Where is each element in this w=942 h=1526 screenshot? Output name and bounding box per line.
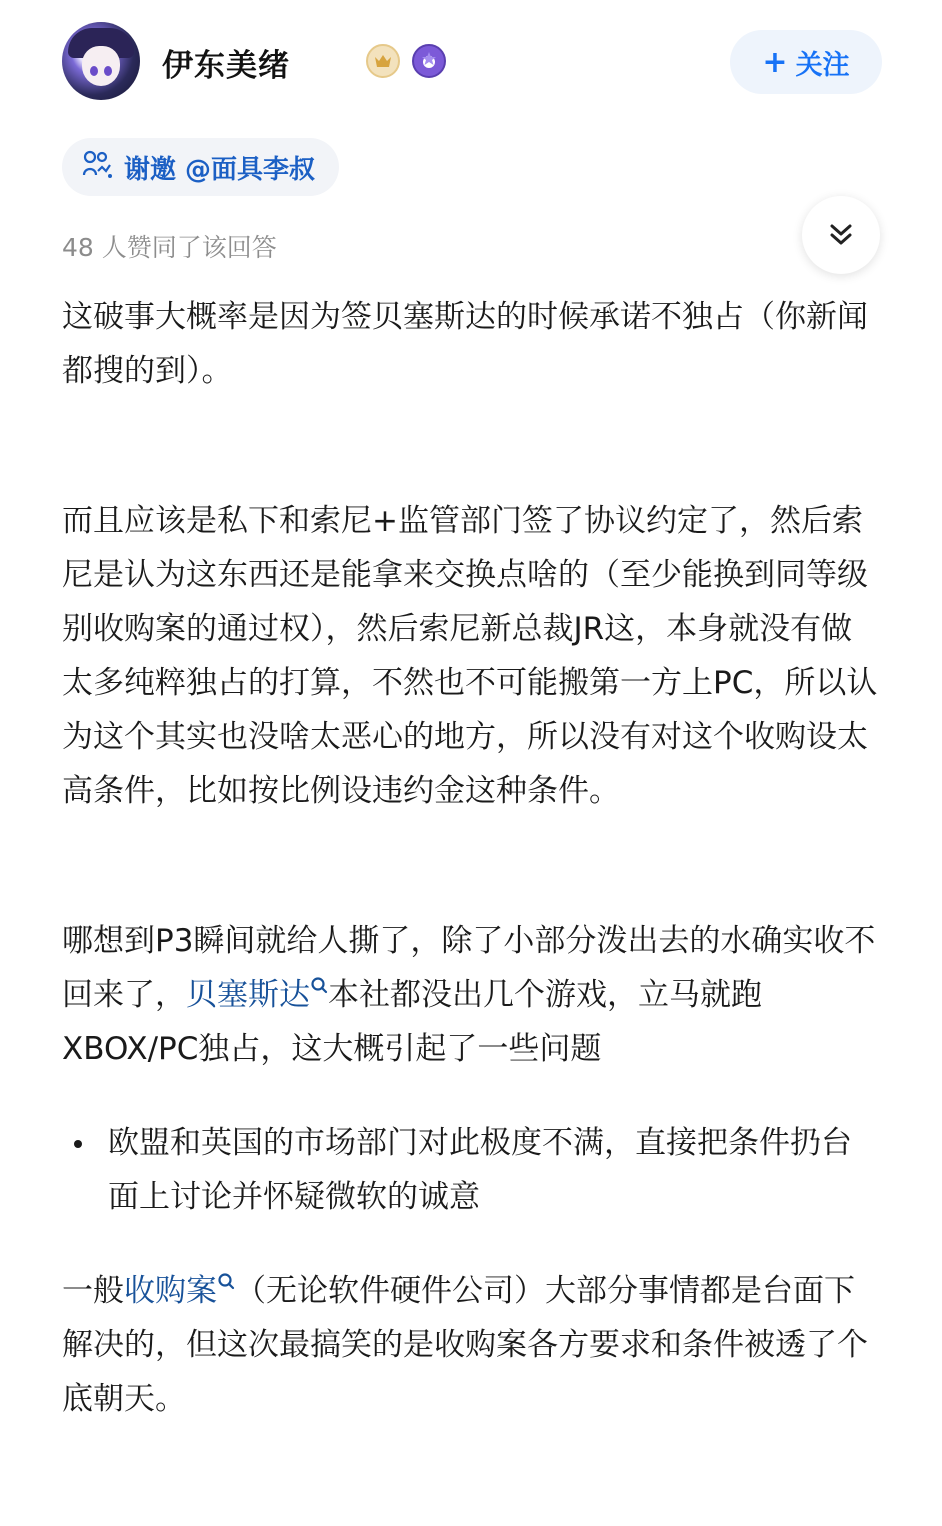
invite-label: 谢邀 @面具李叔 <box>124 154 316 185</box>
search-icon <box>310 976 328 996</box>
answer-header <box>62 22 882 106</box>
follow-label: 关注 <box>795 49 850 81</box>
paragraph-4 <box>62 1264 880 1426</box>
answer-content <box>62 290 880 1426</box>
plus-icon: + <box>762 44 788 80</box>
avatar-face <box>82 46 120 86</box>
acquisition-link-label: 收购案 <box>124 1273 217 1309</box>
bethesda-link-label: 贝塞斯达 <box>186 977 310 1013</box>
author-name[interactable]: 伊东美绪 <box>162 48 290 84</box>
star-badge-icon[interactable] <box>412 44 446 78</box>
paragraph-4-text-a: 一般 <box>62 1273 124 1309</box>
people-invite-icon <box>82 149 114 186</box>
agree-count: 48 人赞同了该回答 <box>62 233 277 262</box>
collapse-button[interactable] <box>802 196 880 274</box>
paragraph-1: 这破事大概率是因为签贝塞斯达的时候承诺不独占（你新闻都搜的到）。 <box>62 299 868 389</box>
paragraph-3-text-a: 哪想到P3瞬间就给人撕了，除了小部分泼出去的水确实收不回来了， <box>62 923 876 1013</box>
search-icon <box>217 1272 235 1292</box>
paragraph-2: 而且应该是私下和索尼+监管部门签了协议约定了，然后索尼是认为这东西还是能拿来交换点啥的（至少能换到同等级别收购案的通过权），然后索尼新总裁JR这，本身就没有做太多纯粹独占的打算，不然也不可能搬第一方上PC，所以认为这个其实也没啥太恶心的地方，所以没有对这个收购设太高条件，比如按比例设违约金这种条件。 <box>62 503 878 809</box>
paragraph-3 <box>62 914 880 1076</box>
avatar[interactable] <box>62 22 140 100</box>
bullet-list <box>62 1116 880 1224</box>
avatar-eye-left <box>90 66 98 76</box>
bethesda-link[interactable] <box>186 977 328 1013</box>
paragraph-3-text-b: 本社都没出几个游戏，立马就跑XBOX/PC独占，这大概引起了一些问题 <box>62 977 762 1067</box>
invite-chip[interactable] <box>62 138 339 196</box>
paragraph-4-text-b: （无论软件硬件公司）大部分事情都是台面下解决的，但这次最搞笑的是收购案各方要求和条件被透了个底朝天。 <box>62 1273 868 1417</box>
crown-badge-icon[interactable] <box>366 44 400 78</box>
avatar-eye-right <box>104 66 112 76</box>
list-item: 欧盟和英国的市场部门对此极度不满，直接把条件扔台面上讨论并怀疑微软的诚意 <box>62 1116 880 1224</box>
acquisition-link[interactable] <box>124 1273 235 1309</box>
double-chevron-down-icon <box>827 221 855 249</box>
follow-button[interactable] <box>730 30 882 94</box>
